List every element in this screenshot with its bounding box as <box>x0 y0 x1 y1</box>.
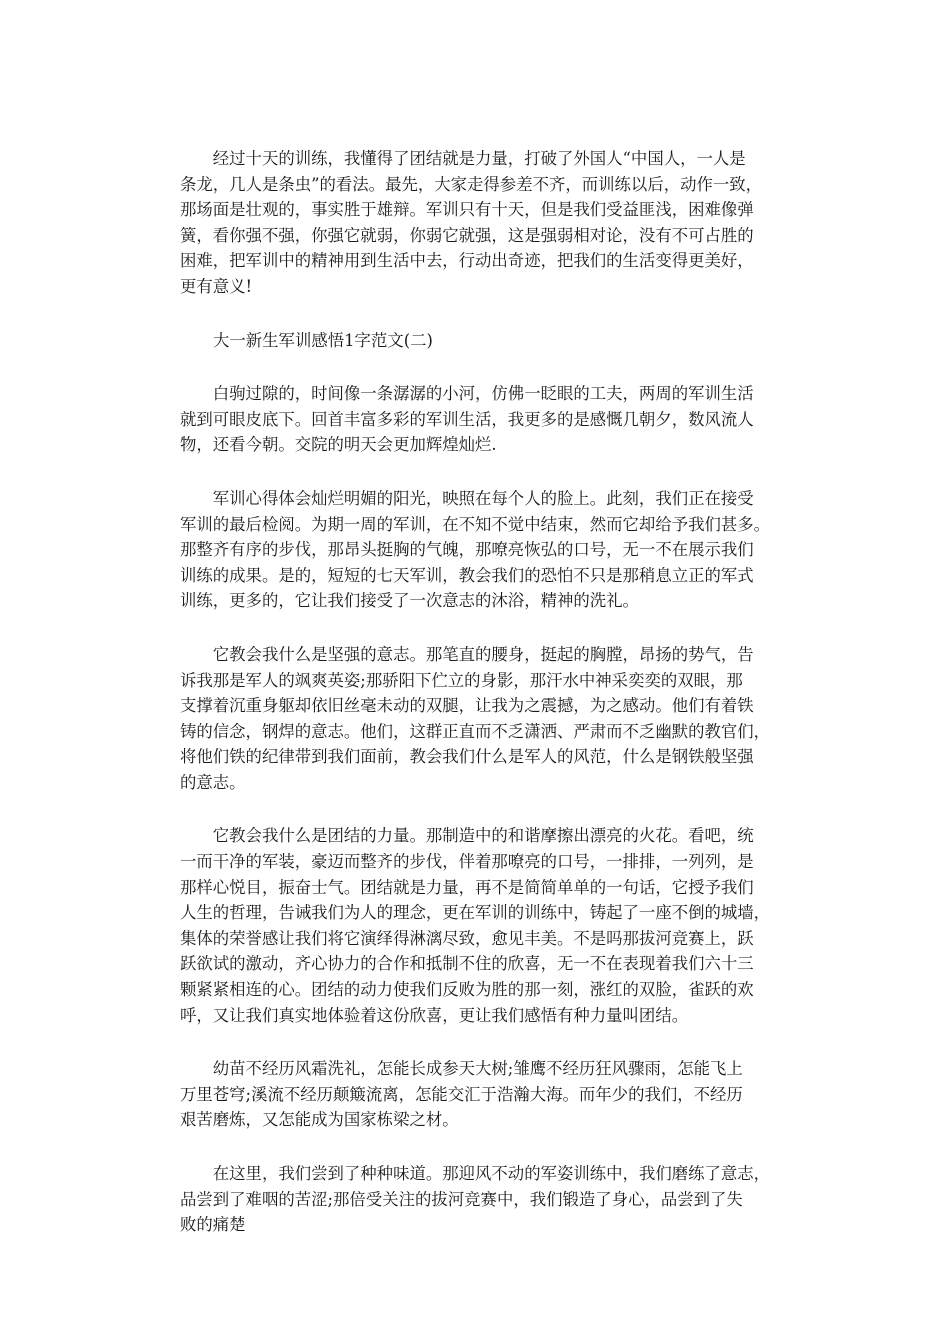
paragraph-line: 困难，把军训中的精神用到生活中去，行动出奇迹，把我们的生活变得更美好， <box>180 251 754 271</box>
paragraph-6 <box>180 1056 780 1133</box>
paragraph-line: 在这里，我们尝到了种种味道。那迎风不动的军姿训练中，我们磨练了意志， <box>180 1164 771 1183</box>
paragraph-line: 训练的成果。是的，短短的七天军训，教会我们的恐怕不只是那稍息立正的军式 <box>180 565 754 585</box>
paragraph-line: 那样心悦目，振奋士气。团结就是力量，再不是简简单单的一句话，它授予我们 <box>180 877 754 897</box>
document-body <box>180 146 780 1266</box>
paragraph-line: 颗紧紧相连的心。团结的动力使我们反败为胜的那一刻，涨红的双脸，雀跃的欢 <box>180 980 754 1000</box>
paragraph-line: 白驹过隙的，时间像一条潺潺的小河，仿佛一眨眼的工夫，两周的军训生活 <box>180 384 754 404</box>
paragraph-line: 支撑着沉重身躯却依旧丝毫未动的双腿，让我为之震撼，为之感动。他们有着铁 <box>180 696 754 716</box>
section-heading: 大一新生军训感悟1字范文(二) <box>213 330 433 350</box>
paragraph-4 <box>180 642 780 796</box>
paragraph-line: 集体的荣誉感让我们将它演绎得淋漓尽致，愈见丰美。不是吗那拔河竞赛上，跃 <box>180 928 754 948</box>
paragraph-line: 跃欲试的激动，齐心协力的合作和抵制不住的欣喜，无一不在表现着我们六十三 <box>180 954 754 974</box>
paragraph-line: 幼苗不经历风霜洗礼，怎能长成参天大树;雏鹰不经历狂风骤雨，怎能飞上 <box>180 1059 743 1079</box>
paragraph-line: 它教会我什么是团结的力量。那制造中的和谐摩擦出漂亮的火花。看吧，统 <box>180 826 754 846</box>
paragraph-line: 万里苍穹;溪流不经历颠簸流离，怎能交汇于浩瀚大海。而年少的我们，不经历 <box>180 1084 743 1104</box>
paragraph-line: 簧，看你强不强，你强它就弱，你弱它就强，这是强弱相对论，没有不可占胜的 <box>180 225 754 245</box>
paragraph-2 <box>180 381 780 458</box>
paragraph-line: 呼，又让我们真实地体验着这份欣喜，更让我们感悟有种力量叫团结。 <box>180 1005 689 1025</box>
paragraph-line: 物，还看今朝。交院的明天会更加辉煌灿烂. <box>180 435 497 455</box>
paragraph-line: 败的痛楚 <box>180 1215 246 1235</box>
paragraph-line: 那整齐有序的步伐，那昂头挺胸的气魄，那嘹亮恢弘的口号，无一不在展示我们 <box>180 540 754 560</box>
paragraph-line: 军训的最后检阅。为期一周的军训，在不知不觉中结束，然而它却给予我们甚多。 <box>180 514 771 534</box>
paragraph-line: 将他们铁的纪律带到我们面前，教会我们什么是军人的风范，什么是钢铁般坚强 <box>180 747 754 767</box>
paragraph-line: 的意志。 <box>180 772 246 792</box>
paragraph-line: 就到可眼皮底下。回首丰富多彩的军训生活，我更多的是感慨几朝夕，数风流人 <box>180 409 754 429</box>
paragraph-line: 条龙，几人是条虫”的看法。最先，大家走得参差不齐，而训练以后，动作一致， <box>180 174 763 194</box>
paragraph-1 <box>180 146 780 300</box>
paragraph-line: 艰苦磨炼，又怎能成为国家栋梁之材。 <box>180 1110 459 1130</box>
paragraph-line: 军训心得体会灿烂明媚的阳光，映照在每个人的脸上。此刻，我们正在接受 <box>180 488 754 508</box>
paragraph-line: 更有意义! <box>180 276 253 296</box>
paragraph-5 <box>180 823 780 1028</box>
paragraph-line: 铸的信念，钢焊的意志。他们，这群正直而不乏潇洒、严肃而不乏幽默的教官们， <box>180 721 771 741</box>
paragraph-line: 品尝到了难咽的苦涩;那倍受关注的拔河竞赛中，我们锻造了身心，品尝到了失 <box>180 1189 743 1209</box>
paragraph-3 <box>180 486 780 614</box>
paragraph-7 <box>180 1161 780 1238</box>
paragraph-line: 人生的哲理，告诫我们为人的理念，更在军训的训练中，铸起了一座不倒的城墙， <box>180 903 771 923</box>
paragraph-line: 一而干净的军装，豪迈而整齐的步伐，伴着那嘹亮的口号，一排排，一列列，是 <box>180 852 754 872</box>
paragraph-line: 经过十天的训练，我懂得了团结就是力量，打破了外国人“中国人，一人是 <box>180 149 746 168</box>
paragraph-line: 训练，更多的，它让我们接受了一次意志的沐浴，精神的洗礼。 <box>180 591 639 611</box>
paragraph-line: 那场面是壮观的，事实胜于雄辩。军训只有十天，但是我们受益匪浅，困难像弹 <box>180 200 754 220</box>
paragraph-line: 它教会我什么是坚强的意志。那笔直的腰身，挺起的胸膛，昂扬的势气，告 <box>180 644 754 664</box>
paragraph-line: 诉我那是军人的飒爽英姿;那骄阳下伫立的身影，那汗水中神采奕奕的双眼，那 <box>180 670 743 690</box>
